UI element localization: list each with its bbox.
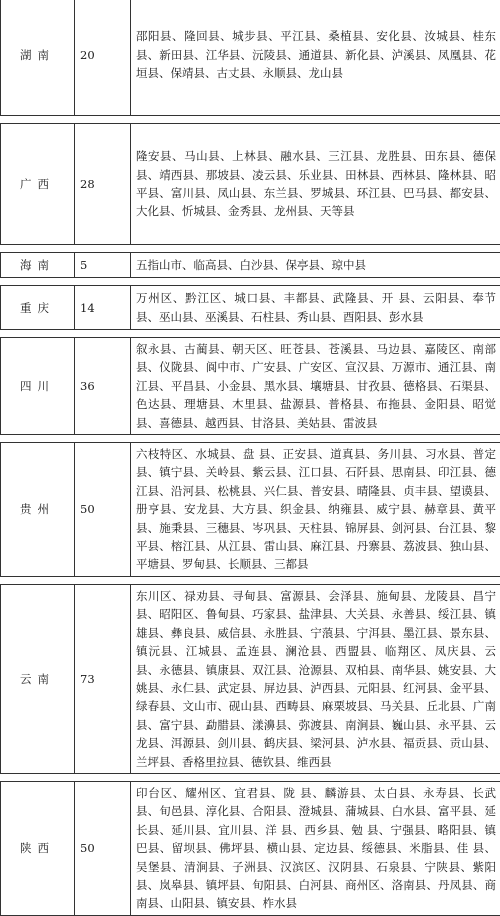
province-cell: 海南	[1, 253, 75, 278]
province-cell: 湖南	[1, 0, 75, 116]
row-spacer	[1, 330, 500, 338]
count-cell: 20	[75, 0, 131, 116]
table-row-sichuan	[1, 338, 500, 435]
county-list-cell: 万州区、黔江区、城口县、丰都县、武隆县、开 县、云阳县、奉节县、巫山县、巫溪县、石柱县、秀山县、酉阳县、彭水县	[131, 286, 500, 330]
table-row-yunnan	[1, 584, 500, 773]
table-row-chongqing	[1, 286, 500, 330]
county-list-cell: 五指山市、临高县、白沙县、保亭县、琼中县	[131, 253, 500, 278]
province-cell: 陕西	[1, 781, 75, 915]
row-spacer	[1, 245, 500, 253]
county-list-cell: 印台区、耀州区、宜君县、陇 县、麟游县、太白县、永寿县、长武县、旬邑县、淳化县、合阳县、澄城县、蒲城县、白水县、富平县、延长县、延川县、宜川县、洋 县、西乡县、勉 县、宁强县、略阳县、镇巴县、留坝县、佛坪县、横山县、定边县、绥德县、米脂县、佳 县、吴堡县、清涧县、子洲县、汉滨区、汉阴县、石泉县、宁陕县、紫阳县、岚皋县、镇坪县、旬阳县、白河县、商州区、洛南县、丹凤县、商南县、山阳县、镇安县、柞水县	[131, 781, 500, 915]
table-row-hainan	[1, 253, 500, 278]
count-cell: 50	[75, 781, 131, 915]
county-list-cell: 邵阳县、隆回县、城步县、平江县、桑植县、安化县、汝城县、桂东县、新田县、江华县、沅陵县、通道县、新化县、泸溪县、凤凰县、花垣县、保靖县、古丈县、永顺县、龙山县	[131, 0, 500, 116]
province-cell: 贵州	[1, 443, 75, 577]
county-list-cell: 六枝特区、水城县、盘 县、正安县、道真县、务川县、习水县、普定县、镇宁县、关岭县、紫云县、江口县、石阡县、思南县、印江县、德江县、沿河县、松桃县、兴仁县、普安县、晴隆县、贞丰县、望谟县、册亨县、安龙县、大方县、织金县、纳雍县、威宁县、赫章县、黄平县、施秉县、三穗县、岑巩县、天柱县、锦屏县、剑河县、台江县、黎平县、榕江县、从江县、雷山县、麻江县、丹寨县、荔波县、独山县、平塘县、罗甸县、长顺县、三都县	[131, 443, 500, 577]
row-spacer	[1, 773, 500, 781]
row-spacer	[1, 116, 500, 124]
table-row-guangxi	[1, 124, 500, 245]
count-cell: 36	[75, 338, 131, 435]
county-list-cell: 叙永县、古蔺县、朝天区、旺苍县、苍溪县、马边县、嘉陵区、南部县、仪陇县、阆中市、广安县、广安区、宣汉县、万源市、通江县、南江县、平昌县、小金县、黑水县、壤塘县、甘孜县、德格县、石渠县、色达县、理塘县、木里县、盐源县、普格县、布拖县、金阳县、昭觉县、喜德县、越西县、甘洛县、美姑县、雷波县	[131, 338, 500, 435]
province-cell: 重庆	[1, 286, 75, 330]
row-spacer	[1, 435, 500, 443]
count-cell: 5	[75, 253, 131, 278]
province-cell: 广西	[1, 124, 75, 245]
county-list-cell: 隆安县、马山县、上林县、融水县、三江县、龙胜县、田东县、德保县、靖西县、那坡县、凌云县、乐业县、田林县、西林县、隆林县、昭平县、富川县、凤山县、东兰县、罗城县、环江县、巴马县、都安县、大化县、忻城县、金秀县、龙州县、天等县	[131, 124, 500, 245]
row-spacer	[1, 278, 500, 286]
table-row-shaanxi	[1, 781, 500, 915]
count-cell: 14	[75, 286, 131, 330]
county-list-cell: 东川区、禄劝县、寻甸县、富源县、会泽县、施甸县、龙陵县、昌宁县、昭阳区、鲁甸县、巧家县、盐津县、大关县、永善县、绥江县、镇雄县、彝良县、威信县、永胜县、宁蒗县、宁洱县、墨江县、景东县、镇沅县、江城县、孟连县、澜沧县、西盟县、临翔区、凤庆县、云 县、永德县、镇康县、双江县、沧源县、双柏县、南华县、姚安县、大姚县、永仁县、武定县、屏边县、泸西县、元阳县、红河县、金平县、绿春县、文山市、砚山县、西畴县、麻栗坡县、马关县、丘北县、广南县、富宁县、勐腊县、漾濞县、弥渡县、南涧县、巍山县、永平县、云龙县、洱源县、剑川县、鹤庆县、梁河县、泸水县、福贡县、贡山县、兰坪县、香格里拉县、德钦县、维西县	[131, 584, 500, 773]
row-spacer	[1, 576, 500, 584]
province-cell: 云南	[1, 584, 75, 773]
count-cell: 73	[75, 584, 131, 773]
count-cell: 28	[75, 124, 131, 245]
table-row-guizhou	[1, 443, 500, 577]
count-cell: 50	[75, 443, 131, 577]
province-cell: 四川	[1, 338, 75, 435]
table-row-hunan	[1, 0, 500, 116]
